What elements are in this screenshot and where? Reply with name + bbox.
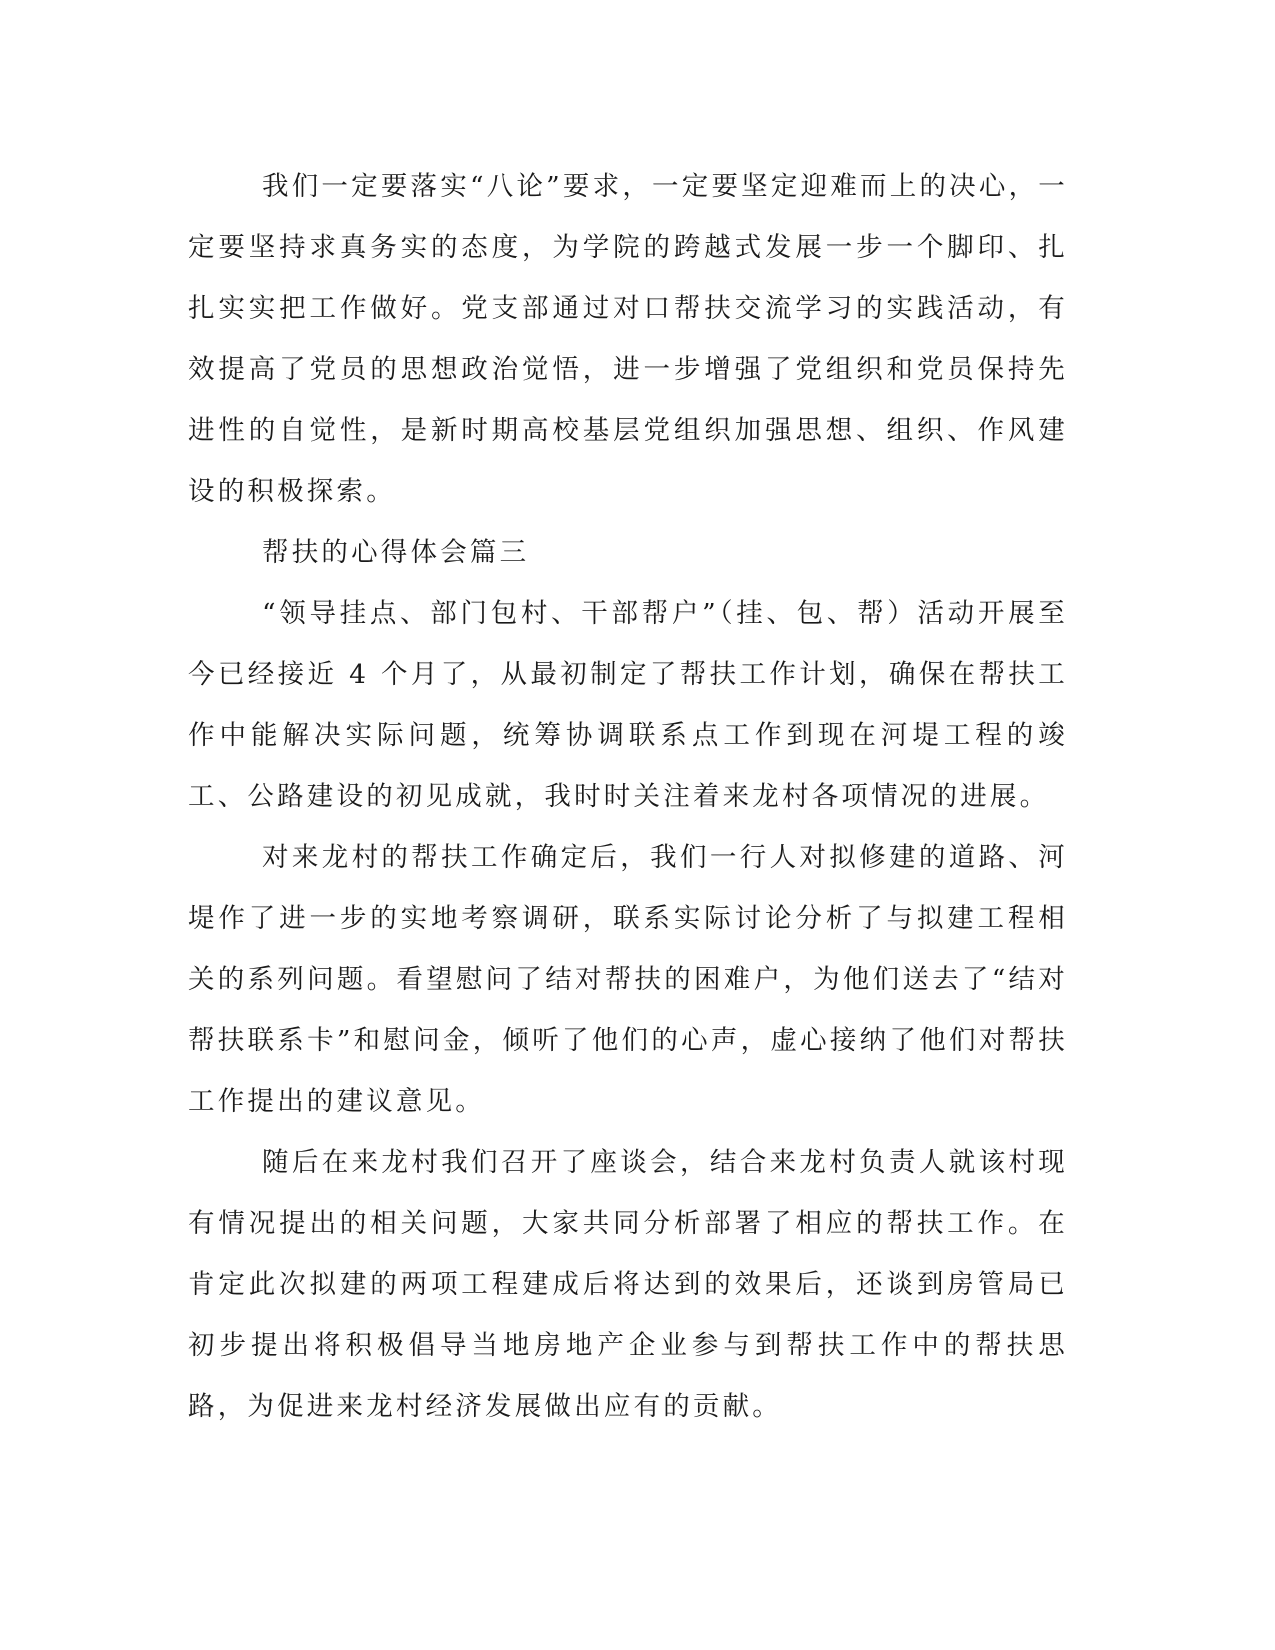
section-heading: 帮扶的心得体会篇三 bbox=[262, 537, 530, 568]
document-body bbox=[188, 156, 1068, 1437]
paragraph-conclusion: 我们一定要落实“八论”要求，一定要坚定迎难而上的决心，一定要坚持求真务实的态度，为学院的跨越式发展一步一个脚印、扎扎实实把工作做好。党支部通过对口帮扶交流学习的实践活动，有效提高了党员的思想政治觉悟，进一步增强了党组织和党员保持先进性的自觉性，是新时期高校基层党组织加强思想、组织、作风建设的积极探索。 bbox=[188, 171, 1068, 507]
paragraph-activity-intro: “领导挂点、部门包村、干部帮户”（挂、包、帮）活动开展至今已经接近 4 个月了，从最初制定了帮扶工作计划，确保在帮扶工作中能解决实际问题，统筹协调联系点工作到现在河堤工程的竣工、公路建设的初见成就，我时时关注着来龙村各项情况的进展。 bbox=[188, 598, 1068, 812]
paragraph-symposium: 随后在来龙村我们召开了座谈会，结合来龙村负责人就该村现有情况提出的相关问题，大家共同分析部署了相应的帮扶工作。在肯定此次拟建的两项工程建成后将达到的效果后，还谈到房管局已初步提出将积极倡导当地房地产企业参与到帮扶工作中的帮扶思路，为促进来龙村经济发展做出应有的贡献。 bbox=[188, 1147, 1068, 1422]
paragraph-field-survey: 对来龙村的帮扶工作确定后，我们一行人对拟修建的道路、河堤作了进一步的实地考察调研，联系实际讨论分析了与拟建工程相关的系列问题。看望慰问了结对帮扶的困难户，为他们送去了“结对帮扶联系卡”和慰问金，倾听了他们的心声，虚心接纳了他们对帮扶工作提出的建议意见。 bbox=[188, 842, 1068, 1117]
